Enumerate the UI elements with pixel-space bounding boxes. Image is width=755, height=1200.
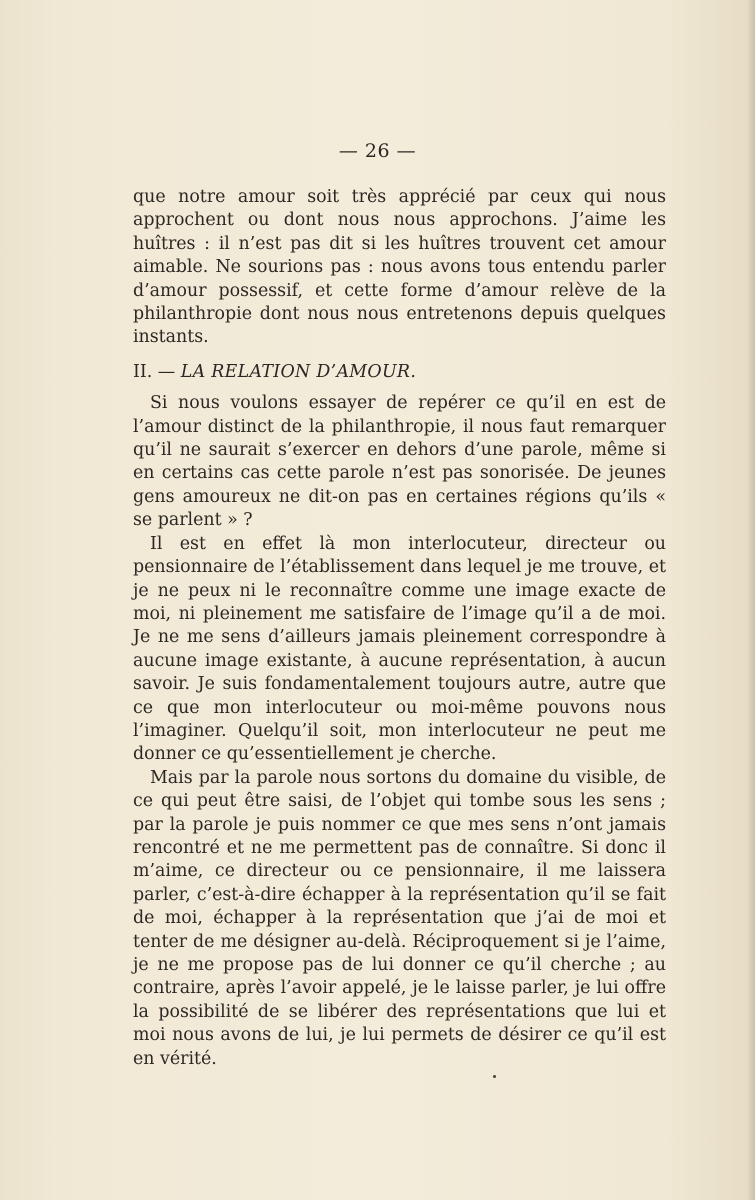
page-edge-shadow bbox=[747, 0, 755, 1200]
section-heading bbox=[133, 361, 666, 384]
paragraph-3: Il est en effet là mon interlocuteur, directeur ou pensionnaire de l’établissement dans lequel je me trouve, et je ne peux ni le reconnaître comme une image exacte de moi, ni pleinement me satisfaire de l’image qu’il a de moi. Je ne me sens d’ailleurs jamais pleinement correspondre à aucune image existante, à aucune représentation, à aucun savoir. Je suis fondamentalement toujours autre, autre que ce que mon interlocuteur ou moi-même pouvons nous l’imaginer. Quelqu’il soit, mon interlocuteur ne peut me donner ce qu’essentiellement je cherche. bbox=[133, 533, 666, 765]
section-number: II. — bbox=[133, 361, 181, 382]
page-number: — 26 — bbox=[338, 140, 417, 162]
paragraph-1: que notre amour soit très apprécié par ceux qui nous approchent ou dont nous nous approchons. J’aime les huîtres : il n’est pas dit si les huîtres trouvent cet amour aimable. Ne sourions pas : nous avons tous entendu parler d’amour possessif, et cette forme d’amour relève de la philanthropie dont nous nous entretenons depuis quelques instants. bbox=[133, 187, 666, 348]
section-title: LA RELATION D’AMOUR. bbox=[180, 361, 417, 382]
paragraph-4: Mais par la parole nous sortons du domaine du visible, de ce qui peut être saisi, de l’objet qui tombe sous les sens ; par la parole je puis nommer ce que mes sens n’ont jamais rencontré et ne me permettent pas de connaître. Si donc il m’aime, ce directeur ou ce pensionnaire, il me laissera parler, c’est-à-dire échapper à la représentation qu’il se fait de moi, échapper à la représentation que j’ai de moi et tenter de me désigner au-delà. Réciproquement si je l’aime, je ne me propose pas de lui donner ce qu’il cherche ; au contraire, après l’avoir appelé, je le laisse parler, je lui offre la possibilité de se libérer des représentations que lui et moi nous avons de lui, je lui permets de désirer ce qu’il est en vérité. bbox=[133, 767, 666, 1069]
paragraph-2: Si nous voulons essayer de repérer ce qu’il en est de l’amour distinct de la philanthropie, il nous faut remarquer qu’il ne saurait s’exercer en dehors d’une parole, même si en certains cas cette parole n’est pas sonorisée. De jeunes gens amoureux ne dit-on pas en certaines régions qu’ils « se parlent » ? bbox=[133, 393, 666, 531]
ink-speck bbox=[493, 1075, 496, 1078]
body-text bbox=[133, 186, 666, 1071]
